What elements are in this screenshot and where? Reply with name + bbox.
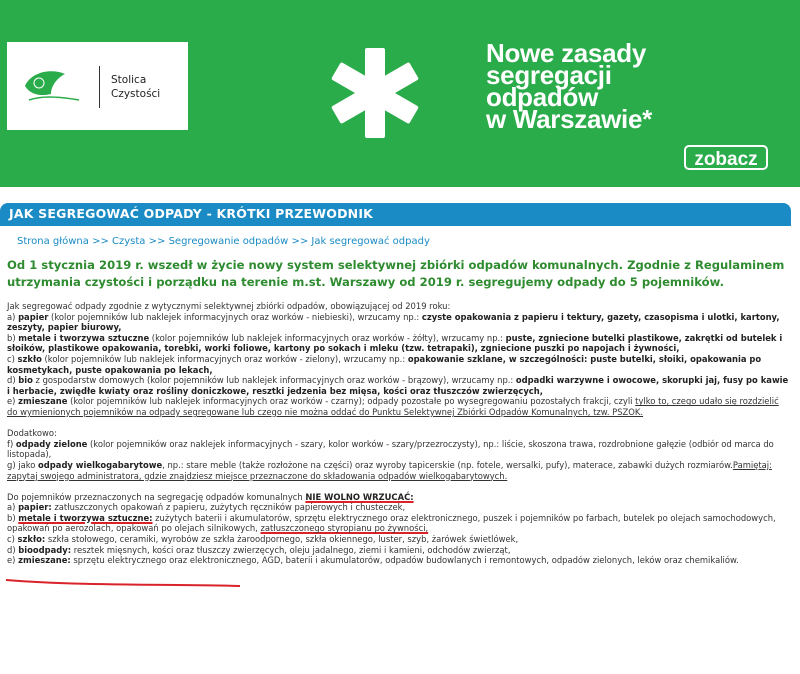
list-item: a) papier (kolor pojemników lub naklejek informacyjnych oraz worków - niebieski), wrzucamy np.: czyste opakowania z papieru i tektury, gazety, czasopisma i ulotki, kartony, zeszyty, papier biurowy, [7, 311, 780, 333]
logo[interactable] [7, 42, 188, 130]
breadcrumb-link-segregowanie[interactable]: Segregowanie odpadów [168, 236, 289, 247]
lead-paragraph: Od 1 stycznia 2019 r. wszedł w życie nowy system selektywnej zbiórki odpadów komunalnych. Zgodnie z Regulaminem utrzymania czystości i porządku na terenie m.st. Warszawy od 2019 r. segregujemy odpady do 5 pojemników. [7, 258, 785, 289]
list-item: b) metale i tworzywa sztuczne: zużytych baterii i akumulatorów, sprzętu elektrycznego oraz elektronicznego, puszek i pojemników po farbach, butelek po olejach samochodowych, opakowań po aerozolach, opakowań po olejach silnikowych, zatłuszczonego styropianu po żywności, [7, 512, 776, 534]
breadcrumb-separator: >> [148, 236, 166, 247]
list-item: g) jako odpady wielkogabarytowe, np.: stare meble (także rozłożone na części) oraz wyroby tapicerskie (np. fotele, wersalki, pufy), materace, zabawki dużych rozmiarów.Pamiętaj: zapytaj swojego administratora, gdzie znajdziesz miejsce przeznaczone do składowania odpadów wielkogabarytowych. [7, 459, 772, 481]
bulky-waste-link[interactable]: Pamiętaj: zapytaj swojego administratora, gdzie znajdziesz miejsce przeznaczone do składowania odpadów wielkogabarytowych. [7, 459, 772, 481]
banner-headline [486, 38, 652, 134]
list-item: d) bioodpady: resztek mięsnych, kości oraz tłuszczy zwierzęcych, oleju jadalnego, ziemi i kamieni, odchodów zwierząt, [7, 544, 511, 555]
breadcrumb-link-czysta[interactable]: Czysta [112, 236, 146, 247]
list-item: a) papier: zatłuszczonych opakowań z papieru, zużytych ręczników papierowych i chusteczek, [7, 502, 406, 513]
list-item: b) metale i tworzywa sztuczne (kolor pojemników lub naklejek informacyjnych oraz worków - żółty), wrzucamy np.: puste, zgniecione butelki plastikowe, zakrętki od butelek i słoików, plastikowe opakowania, torebki, worki foliowe, kartony po sokach i mleku (tzw. tetrapaki), zgniecione puszki po napojach i żywności, [7, 332, 783, 354]
headline-line: Nowe zasady [486, 38, 646, 68]
breadcrumb-current: Jak segregować odpady [311, 236, 430, 247]
breadcrumb-link-home[interactable]: Strona główna [17, 236, 89, 247]
zobacz-button[interactable]: zobacz [684, 145, 768, 170]
headline-line: w Warszawie* [486, 104, 652, 134]
ban-intro: Do pojemników przeznaczonych na segregację odpadów komunalnych NIE WOLNO WRZUCAĆ: [7, 491, 414, 502]
headline-line: odpadów [486, 82, 598, 112]
leaf-mascot-icon [21, 66, 83, 106]
section-title: JAK SEGREGOWAĆ ODPADY - KRÓTKI PRZEWODNIK [9, 206, 374, 221]
breadcrumb-separator: >> [92, 236, 109, 247]
pszok-link[interactable]: tylko to, czego udało się rozdzielić do wymienionych pojemników na odpady segregowane lub czego nie można oddać do Punktu Selektywnej Zbiórki Odpadów Komunalnych, tzw. PSZOK. [7, 396, 779, 417]
list-item: d) bio z gospodarstw domowych (kolor pojemników lub naklejek informacyjnych oraz worków - brązowy), wrzucamy np.: odpadki warzywne i owocowe, skorupki jaj, fusy po kawie i herbacie, zwiędłe kwiaty oraz rośliny doniczkowe, resztki jedzenia bez mięsa, kości oraz tłuszczów zwierzęcych, [7, 375, 789, 396]
list-item: e) zmieszane (kolor pojemników lub naklejek informacyjnych oraz worków - czarny); odpady pozostałe po wysegregowaniu pozostałych frakcji, czyli tylko to, czego udało się rozdzielić do wymienionych pojemników na odpady segregowane lub czego nie można oddać do Punktu Selektywnej Zbiórki Odpadów Komunalnych, tzw. PSZOK. [7, 396, 779, 417]
list-item: f) odpady zielone (kolor pojemników oraz naklejek informacyjnych - szary, kolor worków - szary/przezroczysty), np.: liście, skoszona trawa, rozdrobnione gałęzie (odbiór od marca do listopada), [7, 438, 774, 460]
promo-banner[interactable] [0, 0, 800, 187]
section-header [0, 203, 791, 226]
list-item: c) szkło: szkła stołowego, ceramiki, wyrobów ze szkła żaroodpornego, szkła okiennego, luster, szyb, żarówek świetlówek, [7, 534, 519, 545]
headline-line: segregacji [486, 60, 612, 90]
list-item: e) zmieszane: sprzętu elektrycznego oraz elektronicznego, AGD, baterii i akumulatorów, odpadów budowlanych i remontowych, odpadów zielonych, leków oraz chemikaliów. [7, 555, 739, 566]
article-body [7, 301, 791, 566]
intro-text: Jak segregować odpady zgodnie z wytycznymi selektywnej zbiórki odpadów, obowiązującej od 2019 roku: [7, 301, 451, 311]
asterisk-icon [325, 43, 425, 143]
extra-heading: Dodatkowo: [7, 428, 57, 439]
logo-divider [99, 66, 100, 108]
breadcrumb [17, 236, 430, 247]
breadcrumb-separator: >> [291, 236, 309, 247]
logo-title: Stolica Czystości [111, 74, 161, 100]
list-item: c) szkło (kolor pojemników lub naklejek informacyjnych oraz worków - zielony), wrzucamy np.: opakowanie szklane, w szczególności: puste butelki, słoiki, opakowania po kosmetykach, puste opakowania po lekach, [7, 353, 762, 375]
